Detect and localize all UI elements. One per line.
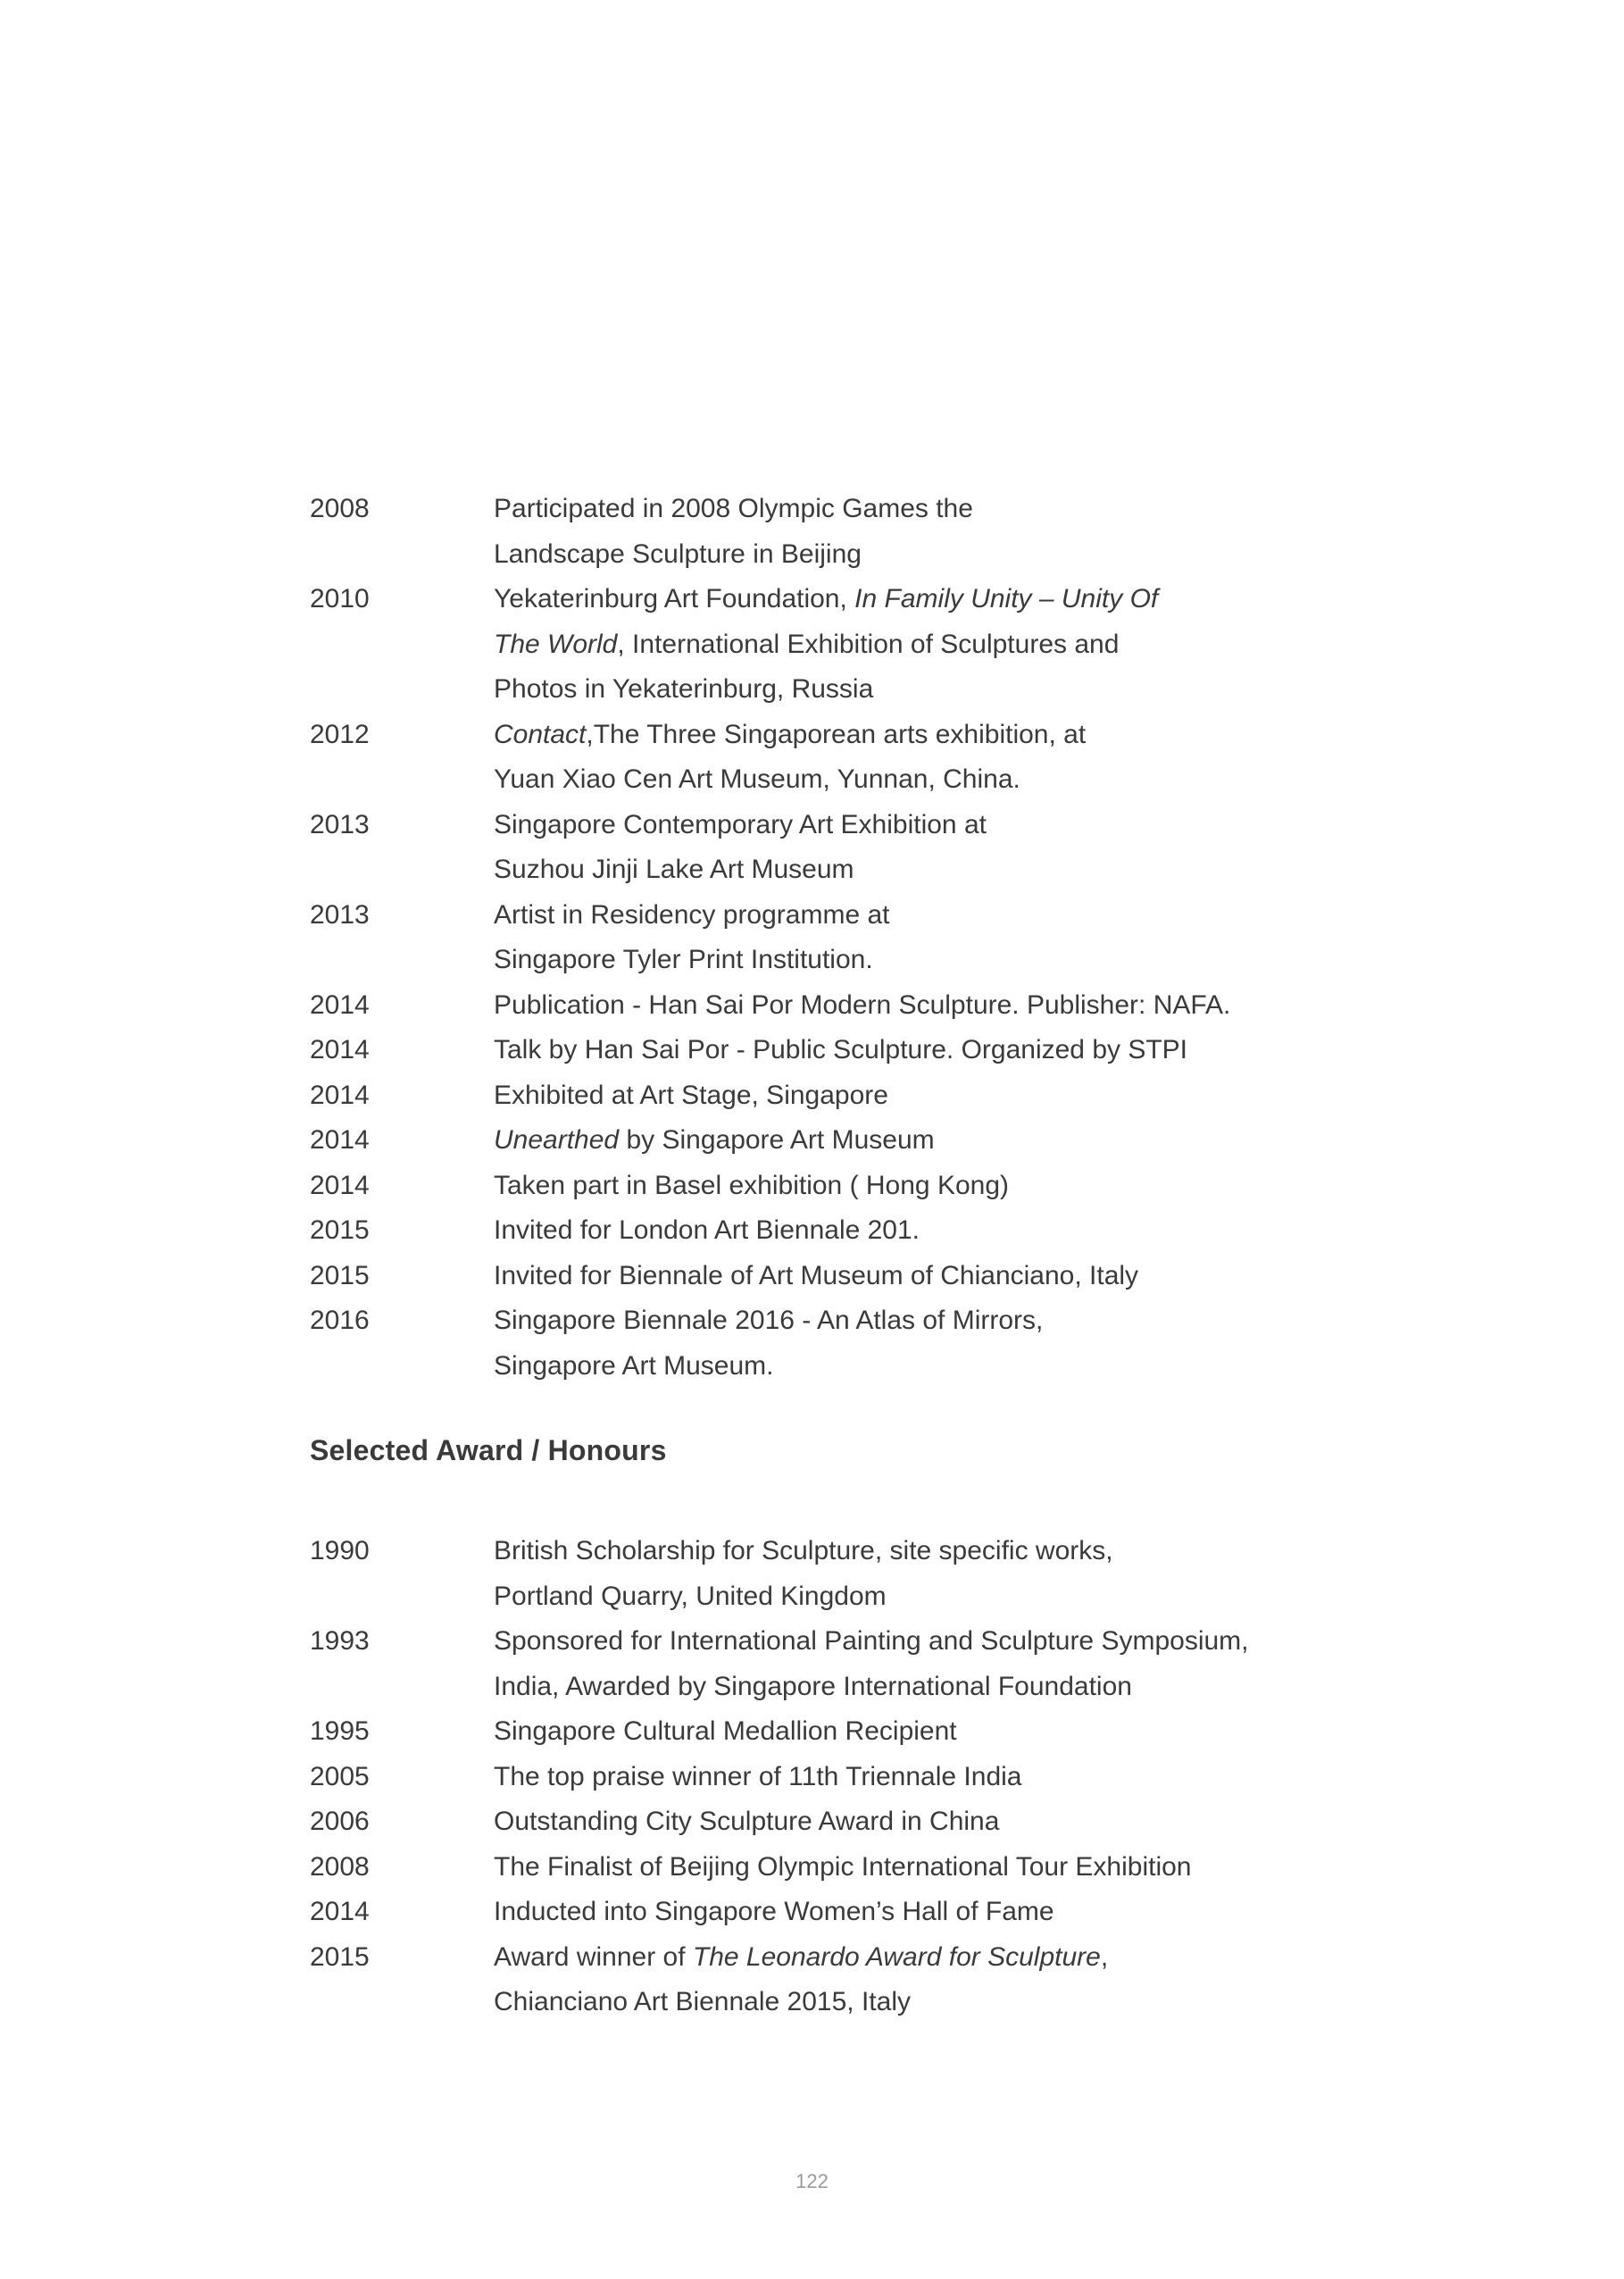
exhibition-entry bbox=[310, 1073, 1381, 1119]
description-line bbox=[494, 1254, 1381, 1299]
description-line bbox=[494, 983, 1381, 1029]
text-segment: Singapore Contemporary Art Exhibition at bbox=[494, 809, 987, 839]
entry-description bbox=[494, 1709, 1381, 1755]
description-line bbox=[494, 487, 1381, 532]
page-number: 122 bbox=[795, 2170, 829, 2192]
text-segment: Sponsored for International Painting and Sculpture Symposium, bbox=[494, 1626, 1249, 1656]
text-segment: Exhibited at Art Stage, Singapore bbox=[494, 1080, 888, 1110]
entry-description bbox=[494, 1208, 1381, 1254]
italic-title: The Leonardo Award for Sculpture bbox=[692, 1941, 1101, 1972]
exhibition-entry bbox=[310, 893, 1381, 983]
entry-year: 2014 bbox=[310, 1035, 370, 1064]
entry-description bbox=[494, 1755, 1381, 1800]
entry-description bbox=[494, 487, 1381, 577]
description-line bbox=[494, 1935, 1381, 1981]
entry-year: 2008 bbox=[310, 1851, 370, 1882]
entry-year: 2005 bbox=[310, 1761, 370, 1791]
description-line bbox=[494, 1529, 1381, 1574]
entry-year: 2008 bbox=[310, 494, 370, 523]
text-segment: Inducted into Singapore Women’s Hall of Fame bbox=[494, 1897, 1054, 1926]
exhibition-entry bbox=[310, 713, 1381, 803]
entry-year: 2015 bbox=[310, 1215, 370, 1245]
text-segment: Award winner of bbox=[494, 1941, 693, 1972]
entry-description bbox=[494, 803, 1381, 893]
exhibition-entry bbox=[310, 487, 1381, 577]
text-segment: Photos in Yekaterinburg, Russia bbox=[494, 674, 874, 704]
text-segment: , bbox=[1100, 1941, 1109, 1972]
text-segment: Invited for Biennale of Art Museum of Chianciano, Italy bbox=[494, 1260, 1139, 1290]
entry-year: 2006 bbox=[310, 1807, 370, 1836]
award-entry bbox=[310, 1529, 1381, 1619]
entry-year: 2013 bbox=[310, 809, 370, 839]
entry-description bbox=[494, 983, 1381, 1029]
italic-title: The World bbox=[494, 629, 618, 659]
text-segment: Suzhou Jinji Lake Art Museum bbox=[494, 855, 854, 884]
description-line bbox=[494, 1344, 1381, 1390]
description-line bbox=[494, 713, 1381, 758]
entry-year: 1990 bbox=[310, 1536, 370, 1565]
entry-description bbox=[494, 1118, 1381, 1164]
entry-description bbox=[494, 1935, 1381, 2025]
entry-description bbox=[494, 1890, 1381, 1935]
award-entry bbox=[310, 1709, 1381, 1755]
text-segment: Artist in Residency programme at bbox=[494, 899, 890, 930]
text-segment: Singapore Cultural Medallion Recipient bbox=[494, 1716, 957, 1746]
exhibition-entry bbox=[310, 1254, 1381, 1299]
text-segment: Landscape Sculpture in Beijing bbox=[494, 538, 862, 569]
description-line bbox=[494, 893, 1381, 939]
text-segment: Publication - Han Sai Por Modern Sculpture. Publisher: NAFA. bbox=[494, 989, 1231, 1020]
text-segment: , International Exhibition of Sculptures and bbox=[617, 629, 1120, 659]
awards-heading: Selected Award / Honours bbox=[310, 1434, 667, 1466]
entry-year: 2014 bbox=[310, 1170, 370, 1200]
entry-description bbox=[494, 1164, 1381, 1209]
award-entry bbox=[310, 1799, 1381, 1845]
entry-year: 2012 bbox=[310, 719, 370, 749]
description-line bbox=[494, 622, 1381, 668]
description-line bbox=[494, 847, 1381, 893]
description-line bbox=[494, 1799, 1381, 1845]
entry-year: 2014 bbox=[310, 1897, 370, 1926]
entry-description bbox=[494, 1619, 1381, 1709]
description-line bbox=[494, 1755, 1381, 1800]
entry-year: 2016 bbox=[310, 1306, 370, 1335]
text-segment: Chianciano Art Biennale 2015, Italy bbox=[494, 1987, 911, 2016]
description-line bbox=[494, 667, 1381, 713]
text-segment: Singapore Art Museum. bbox=[494, 1350, 774, 1381]
text-segment: The Finalist of Beijing Olympic International Tour Exhibition bbox=[494, 1851, 1192, 1882]
entry-description bbox=[494, 1254, 1381, 1299]
entry-year: 1993 bbox=[310, 1626, 370, 1656]
description-line bbox=[494, 938, 1381, 983]
entry-year: 2015 bbox=[310, 1260, 370, 1290]
text-segment: The top praise winner of 11th Triennale India bbox=[494, 1761, 1022, 1791]
awards-list bbox=[310, 1529, 1381, 2025]
entry-description bbox=[494, 1028, 1381, 1073]
description-line bbox=[494, 1709, 1381, 1755]
text-segment: Taken part in Basel exhibition ( Hong Kong) bbox=[494, 1170, 1010, 1200]
exhibition-entry bbox=[310, 1118, 1381, 1164]
entry-description bbox=[494, 1845, 1381, 1891]
exhibitions-list bbox=[310, 487, 1381, 1389]
entry-description bbox=[494, 577, 1381, 713]
text-segment: Talk by Han Sai Por - Public Sculpture. Organized by STPI bbox=[494, 1035, 1188, 1064]
entry-description bbox=[494, 1529, 1381, 1619]
description-line bbox=[494, 577, 1381, 622]
description-line bbox=[494, 1665, 1381, 1710]
description-line bbox=[494, 1208, 1381, 1254]
entry-year: 2014 bbox=[310, 1125, 370, 1155]
entry-year: 1995 bbox=[310, 1716, 370, 1746]
description-line bbox=[494, 1845, 1381, 1891]
exhibition-entry bbox=[310, 1164, 1381, 1209]
text-segment: Invited for London Art Biennale 201. bbox=[494, 1215, 920, 1245]
italic-title: Unearthed bbox=[494, 1125, 620, 1155]
entry-description bbox=[494, 1073, 1381, 1119]
text-segment: Singapore Tyler Print Institution. bbox=[494, 945, 873, 974]
exhibition-entry bbox=[310, 803, 1381, 893]
award-entry bbox=[310, 1935, 1381, 2025]
description-line bbox=[494, 1164, 1381, 1209]
italic-title: Contact bbox=[494, 719, 587, 749]
description-line bbox=[494, 1890, 1381, 1935]
description-line bbox=[494, 1980, 1381, 2025]
entry-year: 2015 bbox=[310, 1941, 370, 1972]
award-entry bbox=[310, 1890, 1381, 1935]
entry-year: 2014 bbox=[310, 989, 370, 1020]
entry-description bbox=[494, 893, 1381, 983]
text-segment: Singapore Biennale 2016 - An Atlas of Mirrors, bbox=[494, 1306, 1044, 1335]
entry-year: 2014 bbox=[310, 1080, 370, 1110]
text-segment: Portland Quarry, United Kingdom bbox=[494, 1581, 887, 1611]
description-line bbox=[494, 1073, 1381, 1119]
description-line bbox=[494, 1619, 1381, 1665]
text-segment: Participated in 2008 Olympic Games the bbox=[494, 494, 973, 523]
description-line bbox=[494, 1028, 1381, 1073]
italic-title: In Family Unity – Unity Of bbox=[854, 584, 1159, 614]
entry-description bbox=[494, 1298, 1381, 1389]
award-entry bbox=[310, 1845, 1381, 1891]
exhibition-entry bbox=[310, 1298, 1381, 1389]
entry-description bbox=[494, 1799, 1381, 1845]
description-line bbox=[494, 757, 1381, 803]
text-segment: Yekaterinburg Art Foundation, bbox=[494, 584, 855, 614]
text-segment: Yuan Xiao Cen Art Museum, Yunnan, China. bbox=[494, 764, 1020, 794]
description-line bbox=[494, 532, 1381, 578]
text-segment: Outstanding City Sculpture Award in China bbox=[494, 1807, 1000, 1836]
text-segment: by Singapore Art Museum bbox=[619, 1125, 935, 1155]
entry-year: 2013 bbox=[310, 899, 370, 930]
exhibition-entry bbox=[310, 1208, 1381, 1254]
description-line bbox=[494, 1298, 1381, 1344]
text-segment: British Scholarship for Sculpture, site specific works, bbox=[494, 1536, 1113, 1565]
text-segment: ,The Three Singaporean arts exhibition, at bbox=[586, 719, 1087, 749]
exhibition-entry bbox=[310, 983, 1381, 1029]
award-entry bbox=[310, 1755, 1381, 1800]
entry-year: 2010 bbox=[310, 584, 370, 614]
entry-description bbox=[494, 713, 1381, 803]
description-line bbox=[494, 803, 1381, 848]
award-entry bbox=[310, 1619, 1381, 1709]
description-line bbox=[494, 1574, 1381, 1620]
description-line bbox=[494, 1118, 1381, 1164]
text-segment: India, Awarded by Singapore International Foundation bbox=[494, 1671, 1132, 1701]
exhibition-entry bbox=[310, 577, 1381, 713]
exhibition-entry bbox=[310, 1028, 1381, 1073]
